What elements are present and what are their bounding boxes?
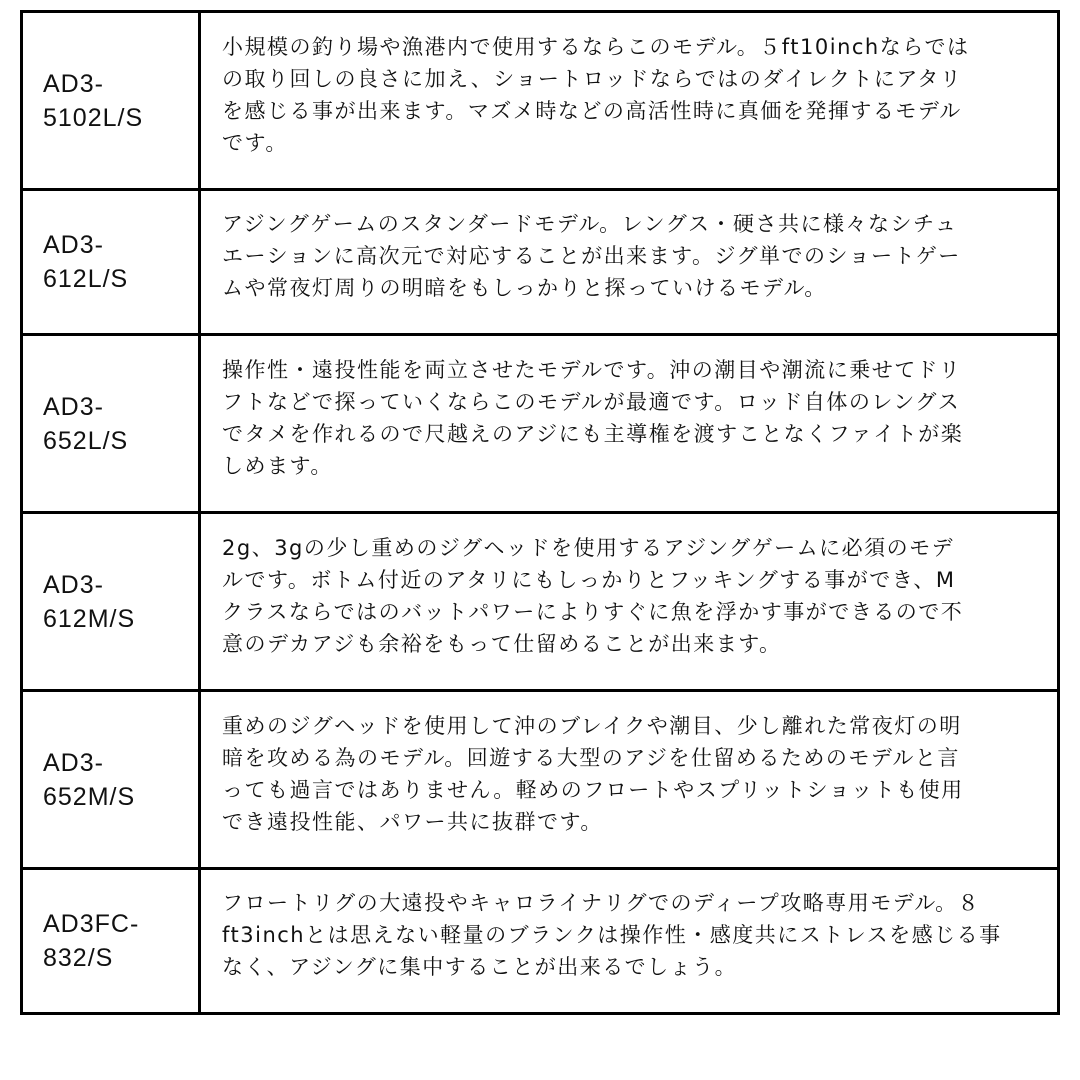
description-line: 重めのジグヘッドを使用して沖のブレイクや潮目、少し離れた常夜灯の明	[222, 713, 962, 738]
model-name-line: 612M/S	[43, 604, 136, 633]
description-line: を感じる事が出来ます。マズメ時などの高活性時に真価を発揮するモデル	[222, 98, 962, 123]
description-line: の取り回しの良さに加え、ショートロッドならではのダイレクトにアタリ	[222, 66, 963, 91]
model-name-line: 832/S	[43, 944, 114, 972]
description-line: なく、アジングに集中することが出来るでしょう。	[222, 955, 738, 979]
model-cell	[22, 335, 200, 513]
model-cell	[22, 190, 200, 335]
description-line: です。	[222, 130, 288, 155]
description-cell	[200, 869, 1059, 1014]
description-cell	[200, 190, 1059, 335]
table-row	[22, 513, 1059, 691]
table-row	[22, 12, 1059, 190]
description-line: ルです。ボトム付近のアタリにもしっかりとフッキングする事ができ、M	[222, 567, 956, 592]
description-line: しめます。	[222, 453, 333, 478]
description-line: フロートリグの大遠投やキャロライナリグでのディープ攻略専用モデル。８	[222, 891, 981, 915]
description-line: ft3inchとは思えない軽量のブランクは操作性・感度共にストレスを感じる事	[222, 923, 1002, 947]
description-line: 暗を攻める為のモデル。回遊する大型のアジを仕留めるためのモデルと言	[222, 745, 960, 770]
description-line: 操作性・遠投性能を両立させたモデルです。沖の潮目や潮流に乗せてドリ	[222, 357, 962, 382]
model-name-line: AD3-	[43, 570, 104, 599]
description-line: フトなどで探っていくならこのモデルが最適です。ロッド自体のレングス	[222, 389, 961, 414]
model-cell	[22, 691, 200, 869]
description-line: クラスならではのバットパワーによりすぐに魚を浮かす事ができるので不	[222, 599, 964, 624]
model-cell	[22, 869, 200, 1014]
description-cell	[200, 513, 1059, 691]
description-cell	[200, 12, 1059, 190]
description-cell	[200, 691, 1059, 869]
table-row	[22, 190, 1059, 335]
description-line: でタメを作れるので尺越えのアジにも主導権を渡すことなくファイトが楽	[222, 421, 964, 446]
model-name-line: AD3-	[43, 231, 104, 259]
model-name-line: AD3FC-	[43, 910, 140, 938]
table-row	[22, 335, 1059, 513]
model-cell	[22, 513, 200, 691]
description-line: でき遠投性能、パワー共に抜群です。	[222, 809, 603, 834]
model-name-line: 652L/S	[43, 426, 129, 455]
model-name-line: 5102L/S	[43, 103, 144, 132]
model-name-line: AD3-	[43, 392, 104, 421]
description-line: 小規模の釣り場や漁港内で使用するならこのモデル。５ft10inchならでは	[222, 34, 970, 59]
description-line: 2g、3gの少し重めのジグヘッドを使用するアジングゲームに必須のモデ	[222, 535, 955, 560]
table-row	[22, 691, 1059, 869]
description-line: エーションに高次元で対応することが出来ます。ジグ単でのショートゲー	[222, 244, 961, 268]
rod-model-table	[20, 10, 1060, 1015]
description-line: 意のデカアジも余裕をもって仕留めることが出来ます。	[222, 631, 782, 656]
model-name-line: AD3-	[43, 748, 104, 777]
description-line: アジングゲームのスタンダードモデル。レングス・硬さ共に様々なシチュ	[222, 212, 958, 236]
model-name-line: 612L/S	[43, 265, 129, 293]
model-cell	[22, 12, 200, 190]
description-line: ムや常夜灯周りの明暗をもしっかりと探っていけるモデル。	[222, 276, 827, 300]
description-cell	[200, 335, 1059, 513]
table-row	[22, 869, 1059, 1014]
description-line: っても過言ではありません。軽めのフロートやスプリットショットも使用	[222, 777, 964, 802]
model-name-line: 652M/S	[43, 782, 136, 811]
model-name-line: AD3-	[43, 69, 104, 98]
